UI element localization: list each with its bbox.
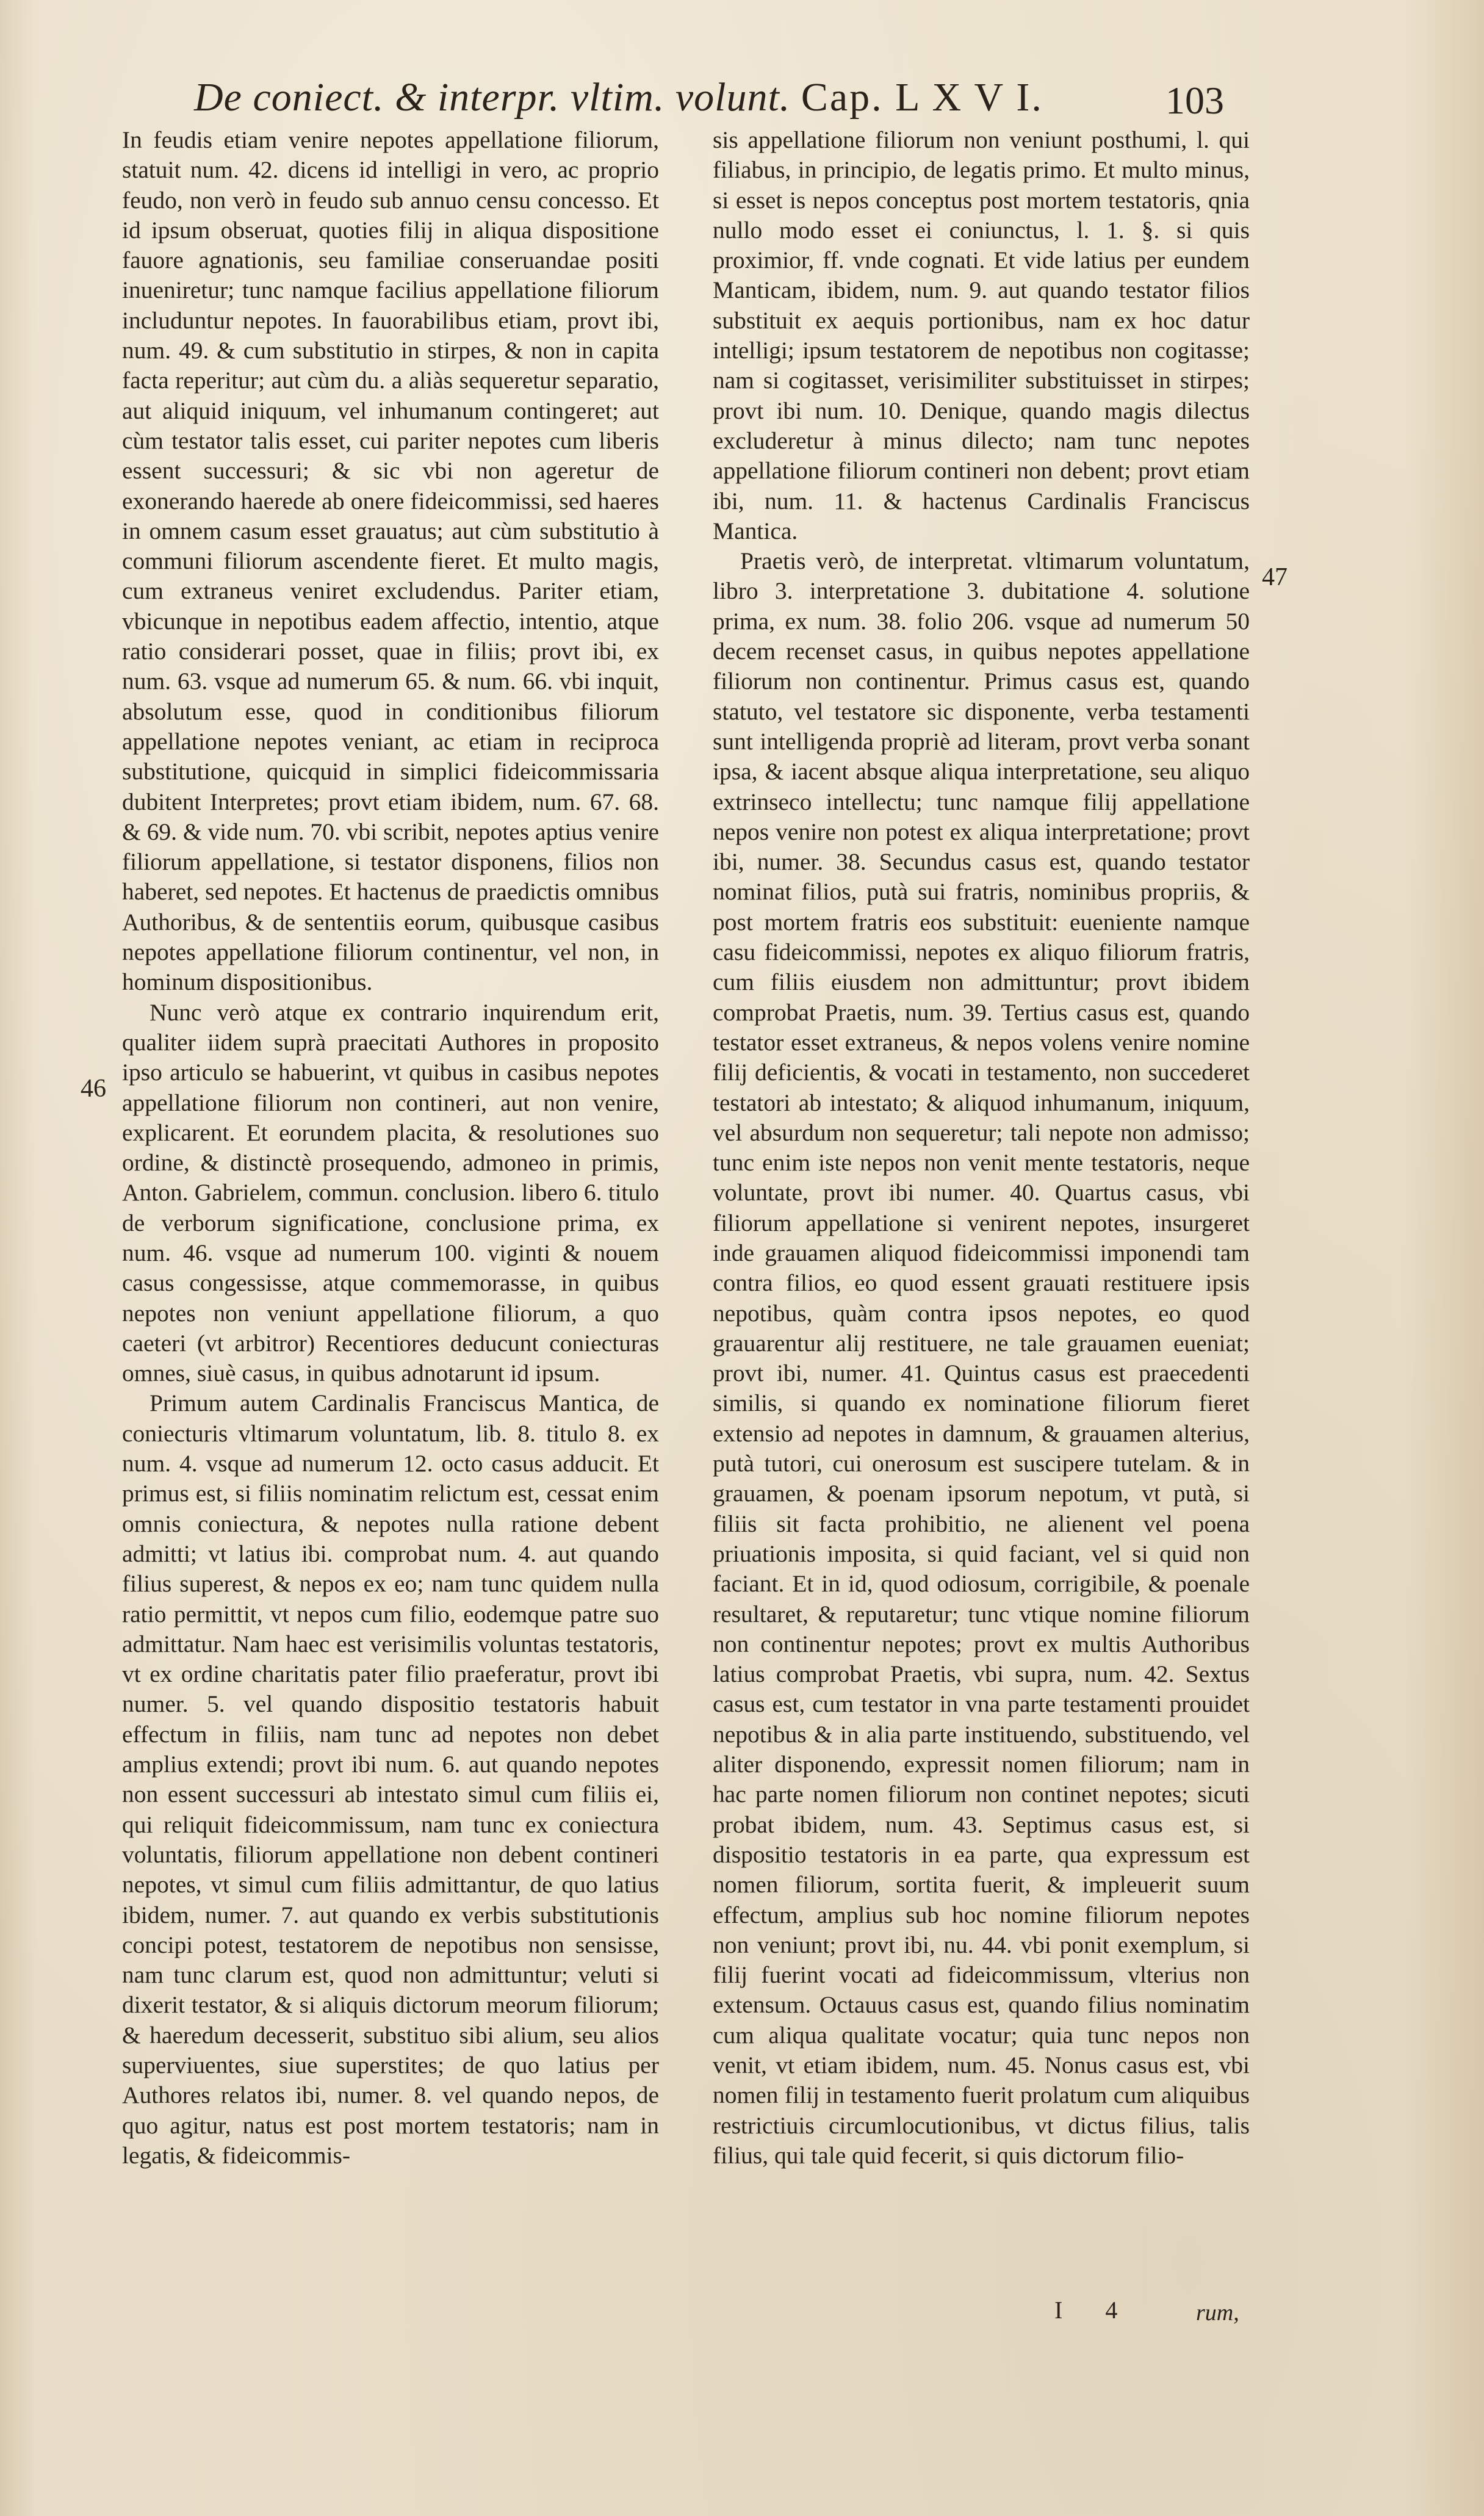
paragraph: In feudis etiam venire nepotes appellatione filiorum, statuit num. 42. dicens id intelligi in vero, ac proprio feudo, non verò in feudo sub annuo censu concesso. Et id ipsum obseruat, quoties filij in aliqua dispositione fauore agnationis, seu familiae conseruandae positi inueniretur; tunc namque facilius appellatione filiorum includuntur nepotes. In fauorabilibus etiam, provt ibi, num. 49. & cum substitutio in stirpes, & non in capita facta reperitur; aut cùm du. a aliàs sequeretur separatio, aut aliquid iniquum, vel inhumanum contingeret; aut cùm testator talis esset, cui pariter nepotes cum liberis essent successuri; & sic vbi non ageretur de exonerando haerede ab onere fideicommissi, sed haeres in omnem casum esset grauatus; aut cùm substitutio à communi filiorum ascendente fieret. Et multo magis, cum extraneus veniret excludendus. Pariter etiam, vbicunque in nepotibus eadem affectio, intentio, atque ratio considerari posset, quae in filiis; provt ibi, ex num. 63. vsque ad numerum 65. & num. 66. vbi inquit, absolutum esse, quod in conditionibus filiorum appellatione nepotes veniant, ac etiam in reciproca substitutione, quicquid in simplici fideicommissaria dubitent Interpretes; provt etiam ibidem, num. 67. 68. & 69. & vide num. 70. vbi scribit, nepotes aptius venire filiorum appellatione, si testator disponens, filios non haberet, sed nepotes. Et hactenus de praedictis omnibus Authoribus, & de sententiis eorum, quibusque casibus nepotes appellatione filiorum continentur, vel non, in hominum dispositionibus. xyxy=(122,126,659,996)
running-head xyxy=(194,74,1043,121)
running-head-chapter: Cap. L X V I. xyxy=(801,75,1043,120)
margin-number-left: 46 xyxy=(81,1075,106,1103)
catchword: rum, xyxy=(1196,2300,1239,2326)
margin-number-right: 47 xyxy=(1262,563,1288,591)
page-number: 103 xyxy=(1165,79,1224,122)
right-column xyxy=(713,125,1250,2171)
signature-mark: I 4 xyxy=(1054,2296,1136,2324)
paragraph: sis appellatione filiorum non veniunt posthumi, l. qui filiabus, in principio, de legatis primo. Et multo minus, si esset is nepos conceptus post mortem testatoris, qnia nullo modo esset ei coniunctus, l. 1. §. si quis proximior, ff. vnde cognati. Et vide latius per eundem Manticam, ibidem, num. 9. aut quando testator filios substituit ex aequis portionibus, nam ex hoc datur intelligi; ipsum testatorem de nepotibus non cogitasse; nam si cogitasset, verisimiliter substituisset in stirpes; provt ibi num. 10. Denique, quando magis dilectus excluderetur à minus dilecto; nam tunc nepotes appellatione filiorum contineri non debent; provt etiam ibi, num. 11. & hactenus Cardinalis Franciscus Mantica. xyxy=(713,126,1250,544)
paragraph: Nunc verò atque ex contrario inquirendum erit, qualiter iidem suprà praecitati Authores in proposito ipso articulo se habuerint, vt quibus in casibus nepotes appellatione filiorum non contineri, aut non venire, explicarent. Et eorundem placita, & resolutiones suo ordine, & distinctè prosequendo, admoneo in primis, Anton. Gabrielem, commun. conclusion. libero 6. titulo de verborum significatione, conclusione prima, ex num. 46. vsque ad numerum 100. viginti & nouem casus congessisse, atque commemorasse, in quibus nepotes non veniunt appellatione filiorum, a quo caeteri (vt arbitror) Recentiores deducunt coniecturas omnes, siuè casus, in quibus adnotarunt id ipsum. xyxy=(122,998,659,1387)
left-column xyxy=(122,125,659,2171)
paragraph: Praetis verò, de interpretat. vltimarum voluntatum, libro 3. interpretatione 3. dubitatione 4. solutione prima, ex num. 38. folio 206. vsque ad numerum 50 decem recenset casus, in quibus nepotes appellatione filiorum non continentur. Primus casus est, quando statuto, vel testatore sic disponente, verba testamenti sunt intelligenda propriè ad literam, provt verba sonant ipsa, & iacent absque aliqua interpretatione, seu aliquo extrinseco intellectu; tunc namque filij appellatione nepos venire non potest ex aliqua interpretatione; provt ibi, numer. 38. Secundus casus est, quando testator nominat filios, putà sui fratris, nominibus propriis, & post mortem fratris eos substituit: eueniente namque casu fideicommissi, nepotes ex aliquo filiorum fratris, cum filiis eiusdem non admittuntur; provt ibidem comprobat Praetis, num. 39. Tertius casus est, quando testator esset extraneus, & nepos volens venire nomine filij deficientis, & vocati in testamento, non succederet testatori ab intestato; & aliquod inhumanum, iniquum, vel absurdum non sequeretur; tali nepote non admisso; tunc enim iste nepos non venit mente testatoris, neque voluntate, provt ibi numer. 40. Quartus casus, vbi filiorum appellatione si venirent nepotes, insurgeret inde grauamen aliquod fideicommissi imponendi tam contra filios, eo quod essent grauati restituere ipsis nepotibus, quàm contra ipsos nepotes, eo quod grauarentur alij restituere, ne tale grauamen eueniat; provt ibi, numer. 41. Quintus casus est praecedenti similis, si quando ex nominatione filiorum fieret extensio ad nepotes in damnum, & grauamen alterius, putà tutori, cui onerosum est suscipere tutelam. & in grauamen, & poenam ipsorum nepotum, vt putà, si filiis sit facta prohibitio, ne alienent vel poena priuationis imposita, si quid faciant, vel si quid non faciant. Et in id, quod odiosum, corrigibile, & poenale resultaret, & reputaretur; tunc vtique nomine filiorum non continentur nepotes; provt ex multis Authoribus latius comprobat Praetis, vbi supra, num. 42. Sextus casus est, cum testator in vna parte testamenti prouidet nepotibus & in alia parte instituendo, substituendo, vel aliter disponendo, expressit nomen filiorum; nam in hac parte nomen filiorum non continet nepotes; sicuti probat ibidem, num. 43. Septimus casus est, si dispositio testatoris in ea parte, qua expressum est nomen filiorum, sortita fuerit, & impleuerit suum effectum, amplius sub hoc nomine filiorum nepotes non veniunt; provt ibi, nu. 44. vbi ponit exemplum, si filij fuerint vocati ad fideicommissum, vlterius non extensum. Octauus casus est, quando filius nominatim cum aliqua qualitate vocatur; quia tunc nepos non venit, vt etiam ibidem, num. 45. Nonus casus est, vbi nomen filij in testamento fuerit prolatum cum aliquibus restrictiuis circumlocutionibus, vt dictus filius, talis filius, qui tale quid fecerit, si quis dictorum filio- xyxy=(713,547,1250,2169)
paragraph: Primum autem Cardinalis Franciscus Mantica, de coniecturis vltimarum voluntatum, lib. 8. titulo 8. ex num. 4. vsque ad numerum 12. octo casus adducit. Et primus est, si filiis nominatim relictum est, cessat enim omnis coniectura, & nepotes nulla ratione debent admitti; vt latius ibi. comprobat num. 4. aut quando filius superest, & nepos ex eo; nam tunc quidem nulla ratio permittit, vt nepos cum filio, eodemque patre suo admittatur. Nam haec est verisimilis voluntas testatoris, vt ex ordine charitatis pater filio praeferatur, provt ibi numer. 5. vel quando dispositio testatoris habuit effectum in filiis, nam tunc ad nepotes non debet amplius extendi; provt ibi num. 6. aut quando nepotes non essent successuri ab intestato simul cum filiis ei, qui reliquit fideicommissum, nam tunc ex coniectura voluntatis, filiorum appellatione non debent contineri nepotes, vt simul cum filiis admittantur, de quo latius ibidem, numer. 7. aut quando ex verbis substitutionis concipi potest, testatorem de nepotibus non sensisse, nam tunc clarum est, quod non admittuntur; veluti si dixerit testator, & si aliquis dictorum meorum filiorum; & haeredum decesserit, substituo sibi alium, seu alios superviuentes, siue superstites; de quo latius per Authores relatos ibi, numer. 8. vel quando nepos, de quo agitur, natus est post mortem testatoris; nam in legatis, & fideicommis- xyxy=(122,1390,659,2169)
running-head-title: De coniect. & interpr. vltim. volunt. xyxy=(194,75,791,120)
